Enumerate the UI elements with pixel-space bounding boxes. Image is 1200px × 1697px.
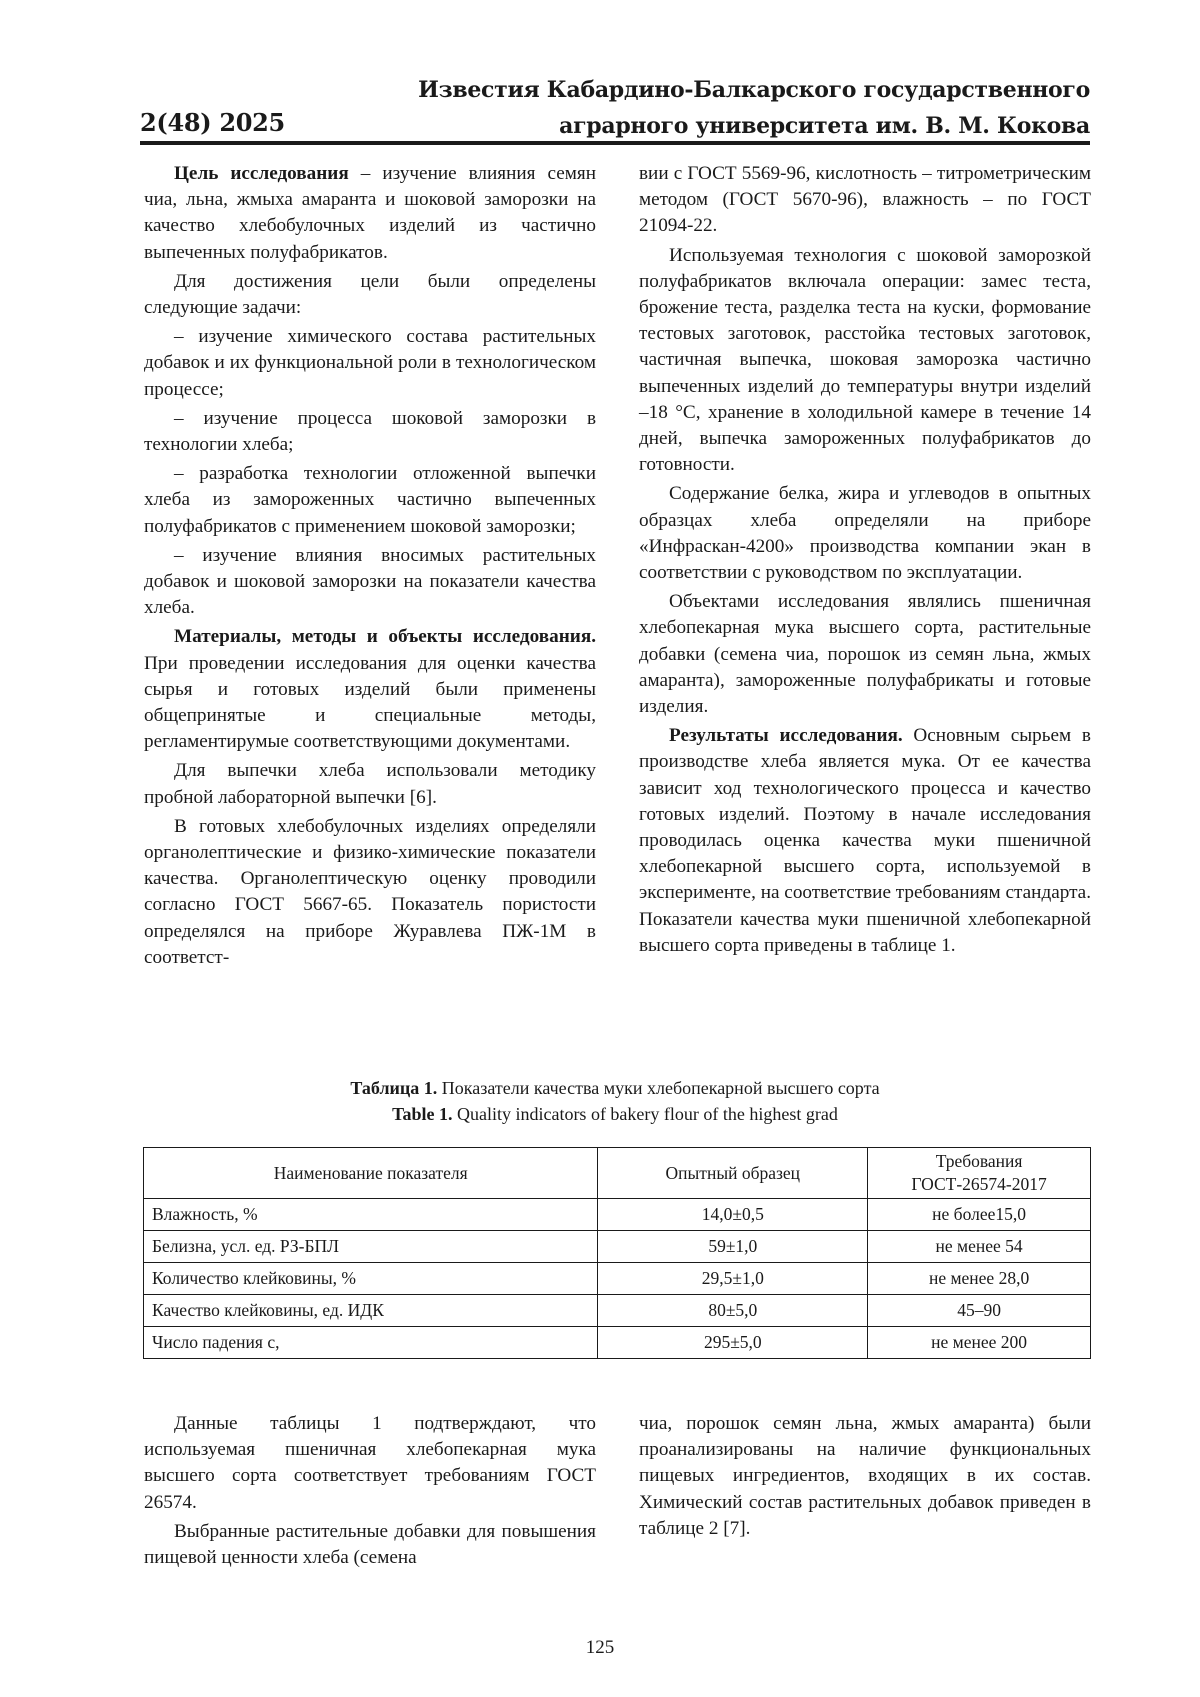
row-sample-value: 14,0±0,5 [598, 1199, 868, 1231]
table-caption-ru-text: Показатели качества муки хлебопекарной высшего сорта [437, 1078, 879, 1098]
results-heading: Результаты исследования. [669, 725, 903, 746]
table-caption-ru [140, 1078, 1090, 1099]
table-row [144, 1263, 1091, 1295]
aim-paragraph [144, 161, 596, 266]
aim-text: – изучение влияния семян чиа, льна, жмыха амаранта и шоковой заморозки на качество хлебобулочных изделий из частично выпеченных полуфабрикатов. [144, 163, 596, 263]
additives-continuation-paragraph: чиа, порошок семян льна, жмых амаранта) были проанализированы на наличие функциональных пищевых ингредиентов, входящих в их состав. Химический состав растительных добавок приведен в таблице 2 [7]. [639, 1411, 1091, 1542]
results-text: Основным сырьем в производстве хлеба является мука. От ее качества зависит ход технологического процесса и качество готовых изделий. Поэтому в начале исследования проводилась оценка качества муки пшеничной хлебопекарной высшего сорта, используемой в эксперименте, на соответствие требованиям стандарта. Показатели качества муки пшеничной хлебопекарной высшего сорта приведены в таблице 1. [639, 725, 1091, 956]
bottom-left-column [144, 1411, 596, 1574]
header-indicator: Наименование показателя [144, 1148, 598, 1199]
journal-title-line2: аграрного университета им. В. М. Кокова [418, 108, 1090, 144]
left-column [144, 161, 596, 974]
header-rule [140, 141, 1090, 145]
additives-paragraph: Выбранные растительные добавки для повышения пищевой ценности хлеба (семена [144, 1519, 596, 1571]
quality-indicators-paragraph: В готовых хлебобулочных изделиях определяли органолептические и физико-химические показатели качества. Органолептическую оценку проводили согласно ГОСТ 5667-65. Показатель пористости определялся на приборе Журавлева ПЖ-1М в соответст- [144, 814, 596, 971]
row-indicator: Влажность, % [144, 1199, 598, 1231]
row-indicator: Число падения с, [144, 1327, 598, 1359]
table-caption-en [140, 1104, 1090, 1125]
row-sample-value: 59±1,0 [598, 1231, 868, 1263]
baking-method-paragraph: Для выпечки хлеба использовали методику пробной лабораторной выпечки [6]. [144, 758, 596, 810]
objects-paragraph: Объектами исследования являлись пшеничная хлебопекарная мука высшего сорта, растительные добавки (семена чиа, порошок из семян льна, жмых амаранта), замороженные полуфабрикаты и готовые изделия. [639, 589, 1091, 720]
tasks-intro: Для достижения цели были определены следующие задачи: [144, 269, 596, 321]
row-sample-value: 29,5±1,0 [598, 1263, 868, 1295]
issue-number: 2(48) 2025 [140, 108, 285, 137]
methods-heading: Материалы, методы и объекты исследования. [174, 626, 596, 647]
bottom-right-column [639, 1411, 1091, 1545]
right-column [639, 161, 1091, 962]
header-requirements-line1: Требования [876, 1150, 1082, 1173]
task-item: – изучение химического состава растительных добавок и их функциональной роли в технологическом процессе; [144, 324, 596, 403]
table-row [144, 1231, 1091, 1263]
aim-heading: Цель исследования [174, 163, 349, 184]
row-sample-value: 295±5,0 [598, 1327, 868, 1359]
table-header-row [144, 1148, 1091, 1199]
row-requirement: не более15,0 [868, 1199, 1091, 1231]
row-requirement: 45–90 [868, 1295, 1091, 1327]
methods-text: При проведении исследования для оценки качества сырья и готовых изделий были применены общепринятые и специальные методы, регламентирумые соответствующими документами. [144, 653, 596, 753]
row-indicator: Белизна, усл. ед. РЗ-БПЛ [144, 1231, 598, 1263]
row-requirement: не менее 54 [868, 1231, 1091, 1263]
table-row [144, 1295, 1091, 1327]
task-item: – разработка технологии отложенной выпечки хлеба из замороженных частично выпеченных полуфабрикатов с применением шоковой заморозки; [144, 461, 596, 540]
row-indicator: Качество клейковины, ед. ИДК [144, 1295, 598, 1327]
table-caption-en-label: Table 1. [392, 1104, 452, 1124]
results-paragraph [639, 723, 1091, 959]
task-item: – изучение влияния вносимых растительных добавок и шоковой заморозки на показатели качества хлеба. [144, 543, 596, 622]
table-row [144, 1199, 1091, 1231]
table-row [144, 1327, 1091, 1359]
row-sample-value: 80±5,0 [598, 1295, 868, 1327]
table-caption-ru-label: Таблица 1. [350, 1078, 437, 1098]
gost-continuation-paragraph: вии с ГОСТ 5569-96, кислотность – титрометрическим методом (ГОСТ 5670-96), влажность – по ГОСТ 21094-22. [639, 161, 1091, 240]
flour-quality-table [143, 1147, 1091, 1359]
table-conclusion-paragraph: Данные таблицы 1 подтверждают, что используемая пшеничная хлебопекарная мука высшего сорта соответствует требованиям ГОСТ 26574. [144, 1411, 596, 1516]
header-requirements [868, 1148, 1091, 1199]
row-requirement: не менее 28,0 [868, 1263, 1091, 1295]
composition-paragraph: Содержание белка, жира и углеводов в опытных образцах хлеба определяли на приборе «Инфраскан-4200» производства компании экан в соответствии с руководством по эксплуатации. [639, 481, 1091, 586]
row-requirement: не менее 200 [868, 1327, 1091, 1359]
page-number: 125 [0, 1637, 1200, 1659]
table-caption-en-text: Quality indicators of bakery flour of the highest grad [452, 1104, 837, 1124]
running-header [140, 70, 1090, 146]
journal-title-line1: Известия Кабардино-Балкарского государственного [418, 72, 1090, 108]
row-indicator: Количество клейковины, % [144, 1263, 598, 1295]
header-requirements-line2: ГОСТ-26574-2017 [876, 1173, 1082, 1196]
methods-paragraph [144, 624, 596, 755]
task-item: – изучение процесса шоковой заморозки в технологии хлеба; [144, 406, 596, 458]
header-sample: Опытный образец [598, 1148, 868, 1199]
journal-title [418, 72, 1090, 144]
technology-paragraph: Используемая технология с шоковой заморозкой полуфабрикатов включала операции: замес теста, брожение теста, разделка теста на куски, формование тестовых заготовок, расстойка тестовых заготовок, частичная выпечка, шоковая заморозка частично выпеченных изделий до температуры внутри изделий –18 °С, хранение в холодильной камере в течение 14 дней, выпечка замороженных полуфабрикатов до готовности. [639, 243, 1091, 479]
